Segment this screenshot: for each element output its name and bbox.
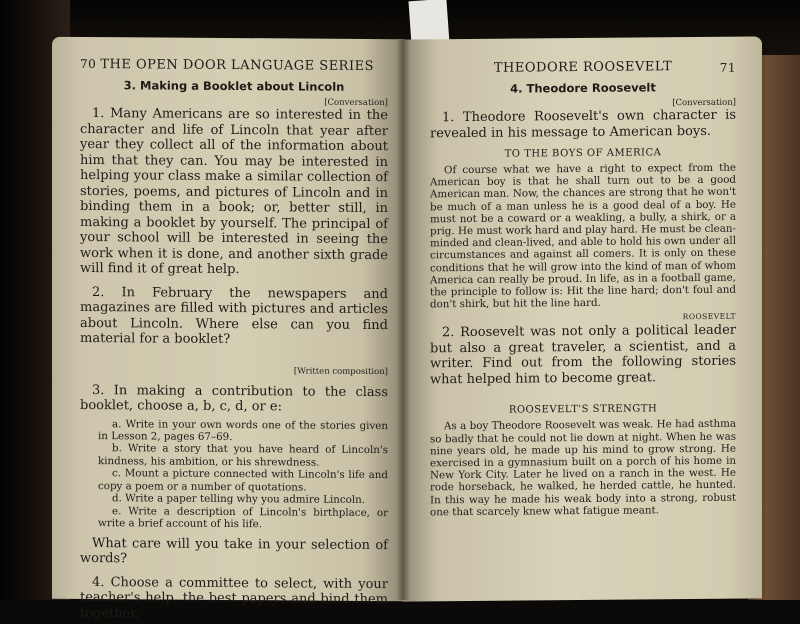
quote-title: TO THE BOYS OF AMERICA	[504, 147, 662, 160]
roosevelt-paragraph-1: 1. Theodore Roosevelt's own character is revealed in his message to American boys.	[430, 107, 736, 141]
right-conversation-tag: [Conversation]	[672, 97, 736, 109]
left-running-head-title: THE OPEN DOOR LANGUAGE SERIES	[100, 57, 374, 75]
lincoln-section-title: 3. Making a Booklet about Lincoln	[123, 78, 345, 94]
lincoln-paragraph-2: 2. In February the newspapers and magazines are filled with pictures and articles about Lincoln. Where else can you find material for a booklet?	[80, 284, 388, 348]
lincoln-paragraph-3: 3. In making a contribution to the class booklet, choose a, b, c, d, or e:	[80, 382, 388, 415]
option-list	[80, 417, 388, 531]
lincoln-paragraph-1: 1. Many Americans are so interested in the character and life of Lincoln that year after year they collect all of the information about him that they can. You may be interested in helping your class make a similar collection of stories, poems, and pictures of Lincoln and in binding them in a book; or, better still, in making a booklet by yourself. The principal of your school will be interested in seeing the work when it is done, and another sixth grade will find it of great help.	[80, 106, 388, 278]
left-page-number: 70	[80, 56, 97, 72]
written-composition-tag: [Written composition]	[293, 365, 388, 377]
lincoln-paragraph-4: 4. Choose a committee to select, with your teacher's help, the best papers and bind them together.	[80, 574, 388, 622]
option-a: a. Write in your own words one of the stories given in Lesson 2, pages 67–69.	[98, 417, 388, 443]
conversation-tag: [Conversation]	[324, 97, 388, 109]
right-running-header	[430, 59, 736, 77]
story-title: ROOSEVELT'S STRENGTH	[508, 403, 658, 417]
book-gutter	[396, 40, 410, 600]
roosevelt-section-title: 4. Theodore Roosevelt	[510, 80, 656, 96]
quote-signature: ROOSEVELT	[682, 312, 736, 322]
option-c: c. Mount a picture connected with Lincoln's life and copy a poem or a number of quotations.	[98, 467, 388, 494]
right-page	[402, 36, 762, 601]
option-d: d. Write a paper telling why you admire Lincoln.	[112, 492, 366, 507]
story-body: As a boy Theodore Roosevelt was weak. He had asthma so badly that he could not lie down at night. When he was nine years old, he made up his mind to grow strong. He exercised in a gymnasium built on a porch of his home in New York City. Later he lived on a ranch in the west. He rode horseback, he walked, he herded cattle, he hunted. In this way he made his weak body into a strong, robust one that scarcely knew what fatigue meant.	[430, 418, 736, 519]
left-running-header	[80, 57, 388, 74]
quote-body: Of course what we have a right to expect from the American boy is that he shall turn out to be a good American man. Now, the chances are strong that he won't be much of a man unless he is a good deal of a boy. He must not be a coward or a weakling, a bully, a shirk, or a prig. He must work hard and play hard. He must be clean-minded and clean-lived, and able to hold his own under all circumstances and against all comers. It is only on these conditions that he will grow into the kind of man of whom America can really be proud. In life, as in a football game, the principle to follow is: Hit the line hard; don't foul and don't shirk, but hit the line hard.	[430, 161, 736, 311]
lincoln-paragraph-3b: What care will you take in your selection of words?	[80, 535, 388, 567]
option-e: e. Write a description of Lincoln's birthplace, or write a brief account of his life.	[98, 505, 388, 531]
left-page	[52, 37, 404, 622]
roosevelt-paragraph-2: 2. Roosevelt was not only a political leader but also a great traveler, a scientist, and a writer. Find out from the following stories what helped him to become great.	[430, 323, 736, 388]
right-running-head-title: THEODORE ROOSEVELT	[493, 59, 673, 76]
right-page-number: 71	[719, 60, 736, 75]
option-b: b. Write a story that you have heard of Lincoln's kindness, his ambition, or his shrewdness.	[98, 442, 388, 469]
